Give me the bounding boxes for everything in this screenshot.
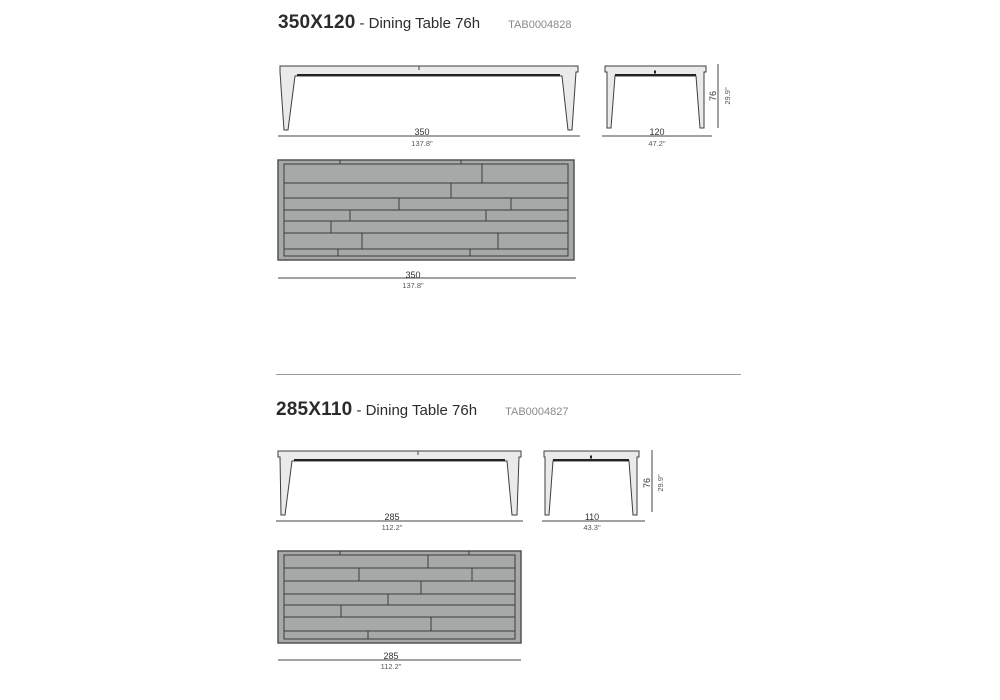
- depth-cm: 120: [649, 127, 665, 137]
- dimension-height-76: [708, 87, 732, 105]
- length-inch: 137.8": [411, 139, 433, 148]
- depth-inch: 47.2": [648, 139, 666, 148]
- dimension-side-depth-120: [648, 127, 666, 148]
- table-description: - Dining Table 76h: [356, 402, 478, 419]
- table-description: - Dining Table 76h: [359, 15, 481, 32]
- length-inch: 112.2": [381, 523, 403, 532]
- length-cm: 350: [405, 270, 421, 280]
- side-view-110: [542, 450, 652, 521]
- dimension-top-length-285: [381, 651, 402, 671]
- front-view-350: [278, 66, 580, 136]
- product-code: TAB0004827: [505, 406, 569, 418]
- top-view-350: [278, 160, 576, 278]
- height-inch: 29.9": [723, 87, 732, 105]
- product-code: TAB0004828: [508, 19, 572, 31]
- front-view-285: [276, 451, 523, 521]
- dimension-side-depth-110: [583, 512, 601, 532]
- depth-cm: 110: [584, 512, 600, 522]
- dimension-height-76-b: [642, 474, 665, 492]
- side-view-120: [602, 64, 718, 136]
- depth-inch: 43.3": [583, 523, 601, 532]
- top-view-285: [278, 551, 521, 660]
- height-inch: 29.9": [656, 474, 665, 492]
- height-cm: 76: [708, 90, 718, 102]
- table-size-label: 350X120: [278, 12, 356, 33]
- length-inch: 112.2": [380, 662, 402, 671]
- length-cm: 350: [414, 127, 430, 137]
- dimension-front-length-285: [382, 512, 403, 532]
- length-cm: 285: [383, 651, 399, 661]
- height-cm: 76: [642, 477, 652, 489]
- length-cm: 285: [384, 512, 400, 522]
- dimension-top-length-350: [402, 270, 424, 290]
- length-inch: 137.8": [402, 281, 424, 290]
- dimension-front-length-350: [411, 127, 433, 148]
- table-size-label: 285X110: [276, 399, 353, 420]
